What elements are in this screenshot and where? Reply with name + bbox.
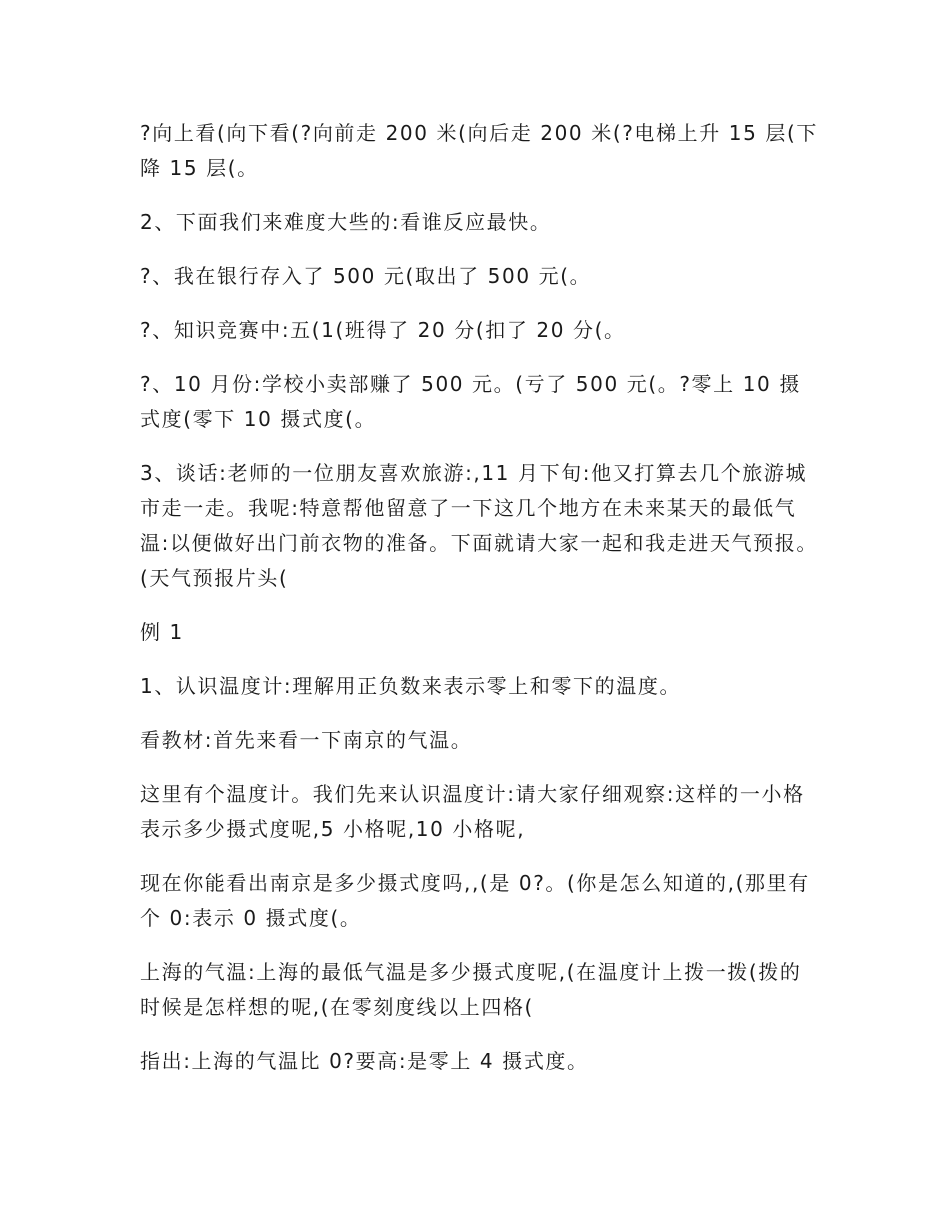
paragraph: 看教材:首先来看一下南京的气温。 (140, 728, 473, 752)
paragraph: ?向上看(向下看(?向前走 200 米(向后走 200 米(?电梯上升 15 层(下降 15 层(。 (140, 121, 819, 180)
paragraph: ?、10 月份:学校小卖部赚了 500 元。(亏了 500 元(。?零上 10 摄式度(零下 10 摄式度(。 (140, 372, 801, 431)
paragraph: 这里有个温度计。我们先来认识温度计:请大家仔细观察:这样的一小格表示多少摄式度呢,5 小格呢,10 小格呢, (140, 782, 805, 841)
paragraph: 指出:上海的气温比 0?要高:是零上 4 摄式度。 (140, 1049, 589, 1073)
paragraph: 现在你能看出南京是多少摄式度吗,,(是 0?。(你是怎么知道的,(那里有个 0:表示 0 摄式度(。 (140, 871, 810, 930)
paragraph: 2、下面我们来难度大些的:看谁反应最快。 (140, 210, 552, 234)
paragraph: 上海的气温:上海的最低气温是多少摄式度呢,(在温度计上拨一拨(拨的时候是怎样想的呢,(在零刻度线以上四格( (140, 960, 802, 1019)
paragraph: ?、知识竞赛中:五(1(班得了 20 分(扣了 20 分(。 (140, 318, 626, 342)
paragraph: 3、谈话:老师的一位朋友喜欢旅游:,11 月下旬:他又打算去几个旅游城市走一走。我呢:特意帮他留意了一下这几个地方在未来某天的最低气温:以便做好出门前衣物的准备。下面就请大家一起和我走进天气预报。(天气预报片头( (140, 461, 818, 590)
section-heading: 例 1 (140, 620, 184, 644)
paragraph: ?、我在银行存入了 500 元(取出了 500 元(。 (140, 264, 592, 288)
document-page (140, 116, 820, 1098)
paragraph: 1、认识温度计:理解用正负数来表示零上和零下的温度。 (140, 674, 682, 698)
